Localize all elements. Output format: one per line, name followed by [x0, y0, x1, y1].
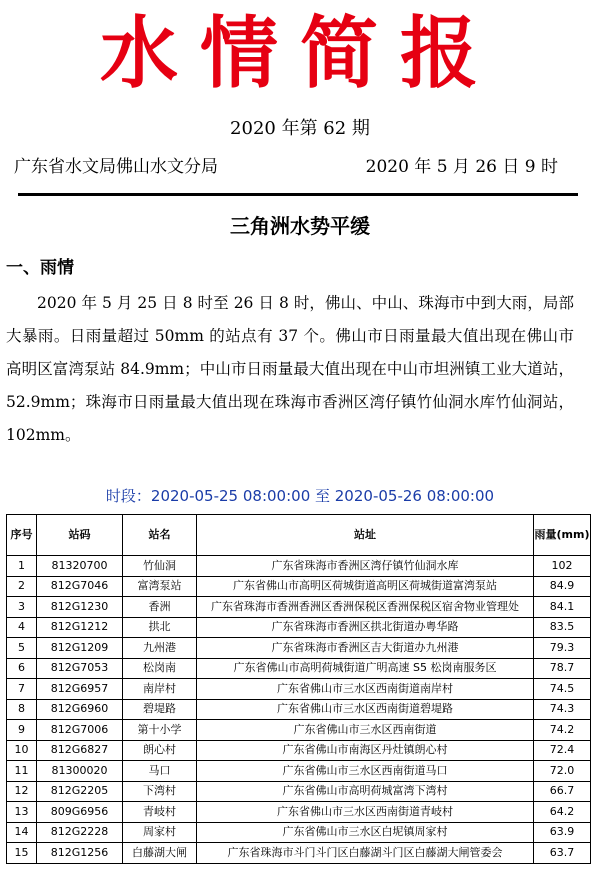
- table-row: [7, 822, 591, 843]
- table-row: [7, 699, 591, 720]
- table-row: [7, 576, 591, 597]
- cell-rain: 83.5: [534, 617, 591, 638]
- cell-code: 812G1209: [37, 638, 123, 659]
- cell-name: 白藤湖大闸: [123, 843, 197, 864]
- table-row: [7, 740, 591, 761]
- cell-code: 812G2205: [37, 781, 123, 802]
- issuer: 广东省水文局佛山水文分局: [14, 157, 218, 177]
- cell-name: 松岗南: [123, 658, 197, 679]
- cell-no: 10: [7, 740, 37, 761]
- cell-no: 5: [7, 638, 37, 659]
- header-rain: 雨量(mm): [534, 515, 591, 556]
- header-address: 站址: [197, 515, 534, 556]
- cell-rain: 64.2: [534, 802, 591, 823]
- cell-address: 广东省佛山市高明荷城街道广明高速 S5 松岗南服务区: [197, 658, 534, 679]
- cell-name: 周家村: [123, 822, 197, 843]
- cell-rain: 79.3: [534, 638, 591, 659]
- cell-name: 朗心村: [123, 740, 197, 761]
- cell-address: 广东省佛山市三水区西南街道: [197, 720, 534, 741]
- cell-rain: 74.3: [534, 699, 591, 720]
- table-row: [7, 720, 591, 741]
- cell-rain: 66.7: [534, 781, 591, 802]
- table-row: [7, 802, 591, 823]
- cell-code: 812G1256: [37, 843, 123, 864]
- table-row: [7, 843, 591, 864]
- table-row: [7, 638, 591, 659]
- cell-address: 广东省佛山市三水区西南街道青岐村: [197, 802, 534, 823]
- cell-code: 812G2228: [37, 822, 123, 843]
- cell-name: 九州港: [123, 638, 197, 659]
- cell-code: 809G6956: [37, 802, 123, 823]
- table-row: [7, 658, 591, 679]
- cell-no: 6: [7, 658, 37, 679]
- header-divider: [18, 193, 578, 196]
- cell-address: 广东省珠海市香洲区湾仔镇竹仙洞水库: [197, 556, 534, 577]
- cell-name: 南岸村: [123, 679, 197, 700]
- cell-address: 广东省佛山市高明荷城富湾下湾村: [197, 781, 534, 802]
- header-code: 站码: [37, 515, 123, 556]
- cell-no: 12: [7, 781, 37, 802]
- table-row: [7, 761, 591, 782]
- cell-code: 812G7046: [37, 576, 123, 597]
- cell-name: 香洲: [123, 597, 197, 618]
- cell-name: 青岐村: [123, 802, 197, 823]
- cell-rain: 102: [534, 556, 591, 577]
- cell-no: 3: [7, 597, 37, 618]
- cell-code: 812G6957: [37, 679, 123, 700]
- cell-no: 8: [7, 699, 37, 720]
- table-row: [7, 556, 591, 577]
- cell-address: 广东省珠海市香洲区拱北街道办粤华路: [197, 617, 534, 638]
- cell-address: 广东省佛山市三水区白坭镇周家村: [197, 822, 534, 843]
- cell-name: 第十小学: [123, 720, 197, 741]
- cell-code: 81300020: [37, 761, 123, 782]
- rainfall-table: [6, 514, 591, 864]
- cell-address: 广东省珠海市斗门斗门区白藤湖斗门区白藤湖大闸管委会: [197, 843, 534, 864]
- cell-no: 13: [7, 802, 37, 823]
- rain-summary-paragraph: 2020 年 5 月 25 日 8 时至 26 日 8 时，佛山、中山、珠海市中到大雨，局部大暴雨。日雨量超过 50mm 的站点有 37 个。佛山市日雨量最大值出现在佛山市高明区富湾泵站 84.9mm；中山市日雨量最大值出现在中山市坦洲镇工业大道站，52.9mm；珠海市日雨量最大值出现在珠海市香洲区湾仔镇竹仙洞水库竹仙洞站，102mm。: [6, 294, 574, 444]
- cell-rain: 72.4: [534, 740, 591, 761]
- cell-no: 2: [7, 576, 37, 597]
- cell-address: 广东省佛山市三水区西南街道碧堤路: [197, 699, 534, 720]
- cell-code: 812G1212: [37, 617, 123, 638]
- cell-code: 81320700: [37, 556, 123, 577]
- cell-name: 下湾村: [123, 781, 197, 802]
- cell-address: 广东省佛山市三水区西南街道马口: [197, 761, 534, 782]
- table-row: [7, 617, 591, 638]
- headline: 三角洲水势平缓: [230, 214, 370, 238]
- cell-address: 广东省佛山市南海区丹灶镇朗心村: [197, 740, 534, 761]
- cell-code: 812G7053: [37, 658, 123, 679]
- cell-rain: 78.7: [534, 658, 591, 679]
- cell-code: 812G6827: [37, 740, 123, 761]
- cell-name: 马口: [123, 761, 197, 782]
- cell-rain: 63.7: [534, 843, 591, 864]
- table-row: [7, 679, 591, 700]
- cell-address: 广东省佛山市三水区西南街道南岸村: [197, 679, 534, 700]
- cell-rain: 72.0: [534, 761, 591, 782]
- cell-no: 4: [7, 617, 37, 638]
- header-no: 序号: [7, 515, 37, 556]
- cell-address: 广东省珠海市香洲区吉大街道办九州港: [197, 638, 534, 659]
- cell-no: 11: [7, 761, 37, 782]
- table-row: [7, 781, 591, 802]
- section-heading-rain: 一、雨情: [6, 258, 74, 278]
- cell-name: 碧堤路: [123, 699, 197, 720]
- cell-name: 富湾泵站: [123, 576, 197, 597]
- cell-no: 15: [7, 843, 37, 864]
- table-row: [7, 597, 591, 618]
- cell-no: 14: [7, 822, 37, 843]
- cell-rain: 84.9: [534, 576, 591, 597]
- header-name: 站名: [123, 515, 197, 556]
- cell-no: 1: [7, 556, 37, 577]
- issue-time: 2020 年 5 月 26 日 9 时: [365, 157, 558, 177]
- period-label: 时段：2020-05-25 08:00:00 至 2020-05-26 08:00:00: [105, 487, 495, 505]
- cell-code: 812G1230: [37, 597, 123, 618]
- cell-no: 9: [7, 720, 37, 741]
- report-title: 水情简报: [99, 8, 500, 99]
- cell-address: 广东省珠海市香洲香洲区香洲保税区香洲保税区宿舍物业管理处: [197, 597, 534, 618]
- cell-no: 7: [7, 679, 37, 700]
- table-header-row: [7, 515, 591, 556]
- cell-rain: 63.9: [534, 822, 591, 843]
- cell-name: 拱北: [123, 617, 197, 638]
- cell-code: 812G7006: [37, 720, 123, 741]
- cell-rain: 84.1: [534, 597, 591, 618]
- cell-rain: 74.5: [534, 679, 591, 700]
- cell-name: 竹仙洞: [123, 556, 197, 577]
- issue-number: 2020 年第 62 期: [230, 118, 370, 139]
- cell-code: 812G6960: [37, 699, 123, 720]
- cell-address: 广东省佛山市高明区荷城街道高明区荷城街道富湾泵站: [197, 576, 534, 597]
- cell-rain: 74.2: [534, 720, 591, 741]
